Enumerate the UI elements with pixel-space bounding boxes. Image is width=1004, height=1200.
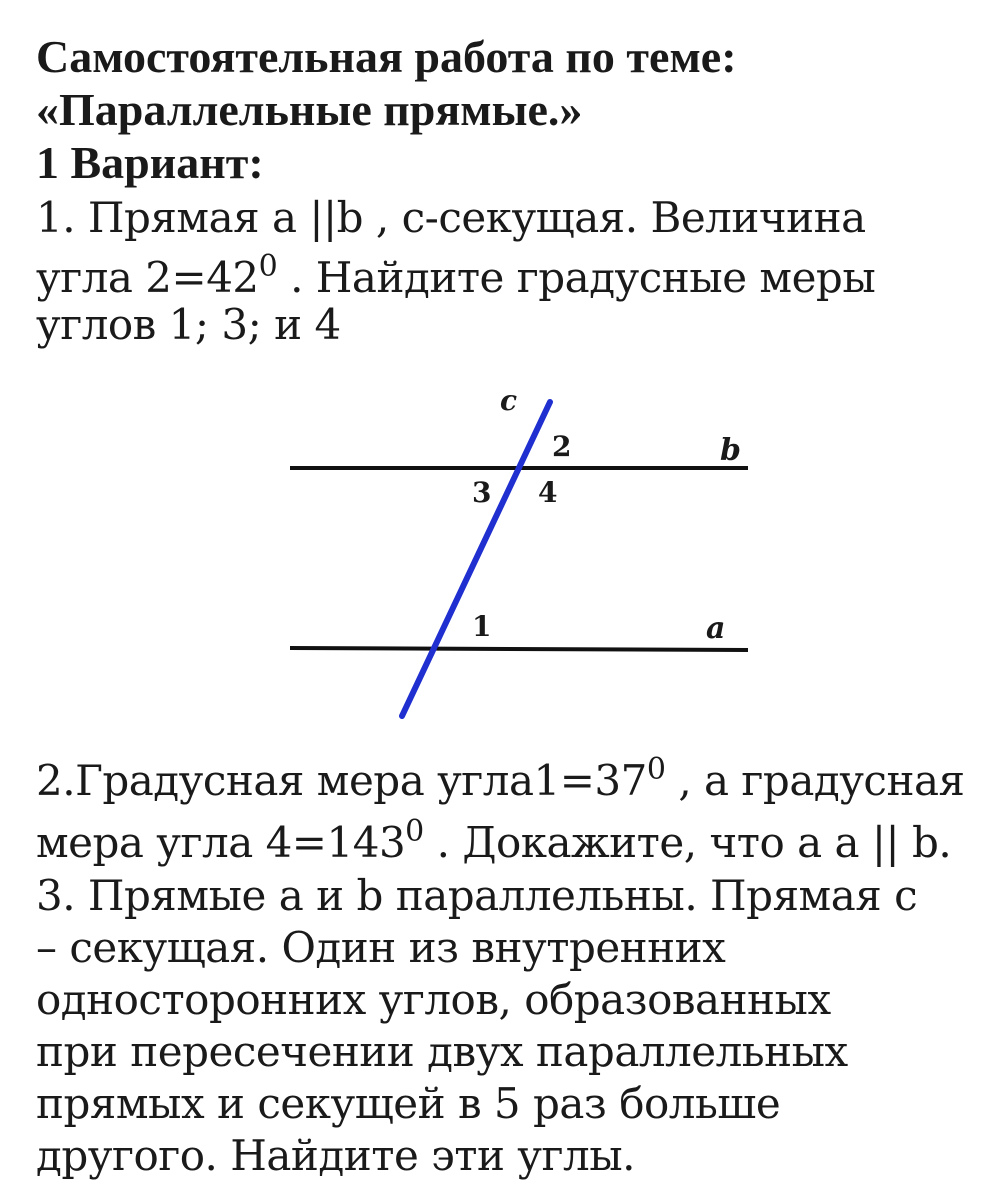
angle-label-1: 1 [472,610,492,643]
secant-line-c [402,402,550,716]
task-3-line-2: – секущая. Один из внутренних [36,923,726,972]
angle-label-3: 3 [472,476,492,509]
heading-variant: 1 Вариант: [36,137,264,188]
parallel-lines-figure [270,380,770,720]
heading-title: Самостоятельная работа по теме: [36,31,737,82]
task-2-angle-1-text: 2.Градусная мера угла1=37 [36,756,647,805]
line-a [290,648,748,650]
task-2-line-1 [36,750,996,812]
degree-superscript: 0 [405,814,424,849]
task-3 [36,870,996,1182]
task-2-angle-4-text: мера угла 4=143 [36,818,406,867]
task-3-line-6: другого. Найдите эти углы. [36,1131,635,1180]
task-2-line-2 [36,812,996,874]
label-c: c [500,384,518,417]
task-3-line-5: прямых и секущей в 5 раз больше [36,1079,781,1128]
task-1-line-3: углов 1; 3; и 4 [36,300,341,349]
task-1-line-1: 1. Прямая a ||b , c-секущая. Величина [36,193,866,242]
worksheet-heading [36,30,986,189]
angle-label-4: 4 [538,476,558,509]
task-2-connector-text: , а градусная [665,756,965,805]
angle-label-2: 2 [552,430,572,463]
task-3-line-3: односторонних углов, образованных [36,975,831,1024]
label-b: b [720,433,741,468]
degree-superscript: 0 [258,249,278,284]
task-1-line-2 [36,248,996,308]
task-1-angle-text: угла 2=42 [36,253,259,302]
task-1 [36,188,996,348]
task-2-proof-text: . Докажите, что а a || b. [423,818,952,867]
task-1-question-text: . Найдите градусные меры [277,253,876,302]
task-3-line-1: 3. Прямые a и b параллельны. Прямая c [36,871,918,920]
heading-topic: «Параллельные прямые.» [36,84,583,135]
task-3-line-4: при пересечении двух параллельных [36,1027,848,1076]
task-2 [36,750,996,874]
degree-superscript: 0 [646,752,666,787]
label-a: a [706,611,726,646]
